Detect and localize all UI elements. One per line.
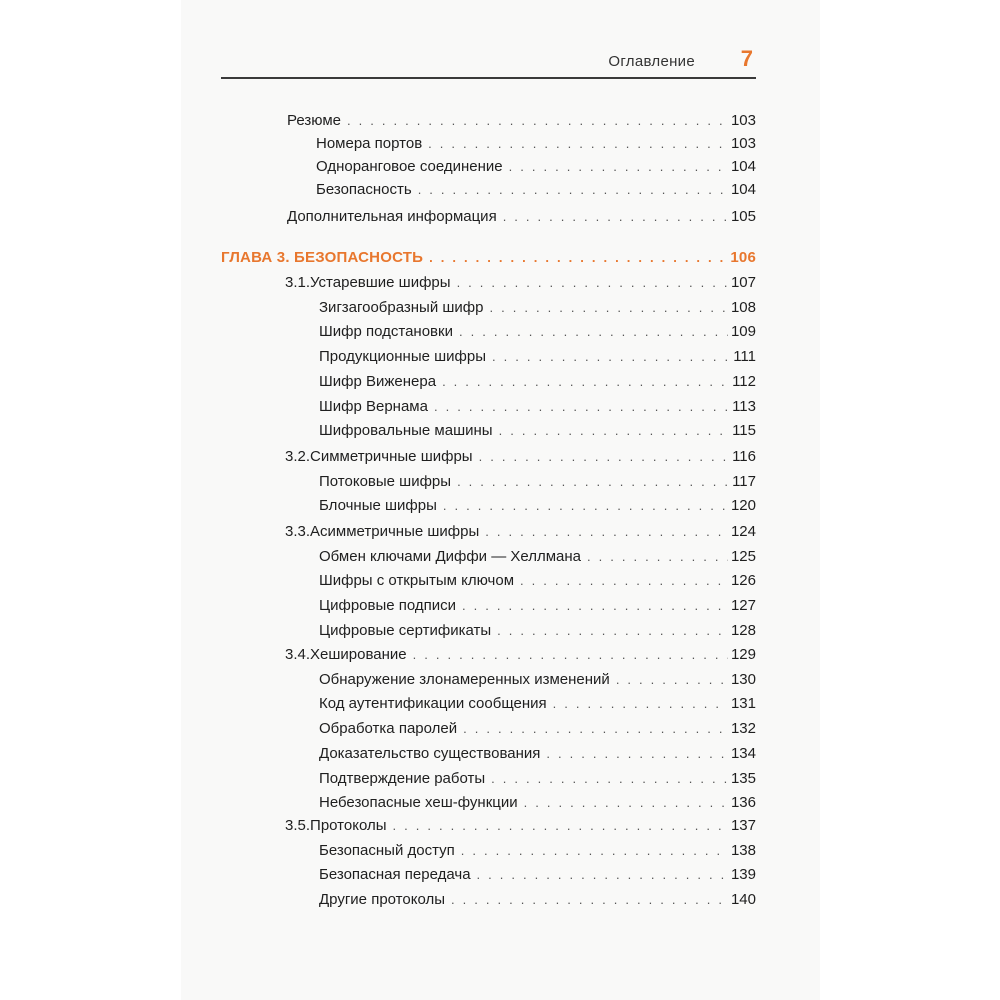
- toc-subentry[interactable]: [316, 181, 756, 203]
- toc-subentry[interactable]: [319, 299, 756, 321]
- dot-leader: [489, 300, 727, 315]
- entry-title: Доказательство существования: [319, 745, 541, 762]
- dot-leader: [347, 113, 728, 128]
- entry-title: Потоковые шифры: [319, 473, 452, 490]
- toc-subentry[interactable]: [319, 398, 756, 420]
- entry-page-number: 105: [730, 208, 756, 225]
- toc-subentry[interactable]: [319, 891, 756, 913]
- toc-section[interactable]: [285, 448, 756, 470]
- entry-page-number: 134: [730, 745, 756, 762]
- chapter-heading[interactable]: [221, 249, 756, 271]
- entry-page-number: 139: [730, 866, 756, 883]
- entry-page-number: 124: [730, 523, 756, 540]
- dot-leader: [459, 324, 728, 339]
- entry-page-number: 129: [730, 646, 756, 663]
- dot-leader: [451, 892, 728, 907]
- entry-page-number: 106: [730, 249, 756, 266]
- entry-title: Код аутентификации сообщения: [319, 695, 547, 712]
- toc-entry[interactable]: [287, 112, 756, 134]
- entry-title: Подтверждение работы: [319, 770, 486, 787]
- entry-title: Цифровые сертификаты: [319, 622, 492, 639]
- entry-page-number: 130: [730, 671, 756, 688]
- toc-subentry[interactable]: [319, 695, 756, 717]
- toc-subentry[interactable]: [319, 794, 756, 816]
- dot-leader: [461, 843, 728, 858]
- toc-subentry[interactable]: [319, 473, 756, 495]
- section-number: 3.4.: [285, 646, 311, 663]
- entry-title: Устаревшие шифры: [310, 274, 451, 291]
- toc-subentry[interactable]: [319, 597, 756, 619]
- dot-leader: [463, 721, 728, 736]
- toc-entry[interactable]: [287, 208, 756, 230]
- entry-title: Обмен ключами Диффи — Хеллмана: [319, 548, 582, 565]
- dot-leader: [503, 209, 728, 224]
- dot-leader: [492, 349, 730, 364]
- entry-page-number: 132: [730, 720, 756, 737]
- toc-section[interactable]: [285, 817, 756, 839]
- entry-title: Безопасная передача: [319, 866, 471, 883]
- entry-page-number: 125: [730, 548, 756, 565]
- entry-page-number: 111: [733, 348, 756, 365]
- entry-title: Шифр Вернама: [319, 398, 428, 415]
- section-number: 3.1.: [285, 274, 311, 291]
- entry-title: Номера портов: [316, 135, 423, 152]
- toc-subentry[interactable]: [319, 720, 756, 742]
- toc-subentry[interactable]: [319, 323, 756, 345]
- toc-subentry[interactable]: [319, 866, 756, 888]
- dot-leader: [587, 549, 728, 564]
- entry-page-number: 117: [732, 473, 756, 490]
- entry-page-number: 140: [730, 891, 756, 908]
- section-number: 3.3.: [285, 523, 311, 540]
- entry-page-number: 113: [732, 398, 756, 415]
- dot-leader: [434, 399, 729, 414]
- entry-page-number: 135: [730, 770, 756, 787]
- dot-leader: [418, 182, 728, 197]
- dot-leader: [499, 423, 730, 438]
- entry-page-number: 104: [730, 158, 756, 175]
- dot-leader: [553, 696, 728, 711]
- entry-title: Небезопасные хеш-функции: [319, 794, 518, 811]
- toc-subentry[interactable]: [319, 572, 756, 594]
- entry-page-number: 137: [730, 817, 756, 834]
- entry-title: Дополнительная информация: [287, 208, 497, 225]
- toc-section[interactable]: [285, 523, 756, 545]
- dot-leader: [546, 746, 728, 761]
- toc-section[interactable]: [285, 274, 756, 296]
- entry-title: Резюме: [287, 112, 341, 129]
- entry-page-number: 107: [730, 274, 756, 291]
- entry-title: Асимметричные шифры: [310, 523, 480, 540]
- toc-subentry[interactable]: [319, 622, 756, 644]
- running-title: Оглавление: [608, 53, 695, 70]
- entry-page-number: 128: [730, 622, 756, 639]
- dot-leader: [524, 795, 728, 810]
- dot-leader: [428, 136, 728, 151]
- entry-page-number: 109: [730, 323, 756, 340]
- entry-page-number: 104: [730, 181, 756, 198]
- section-number: 3.5.: [285, 817, 311, 834]
- toc-subentry[interactable]: [316, 158, 756, 180]
- entry-title: Шифр подстановки: [319, 323, 453, 340]
- dot-leader: [457, 474, 729, 489]
- dot-leader: [485, 524, 728, 539]
- entry-title: Зигзагообразный шифр: [319, 299, 484, 316]
- entry-page-number: 103: [730, 112, 756, 129]
- toc-subentry[interactable]: [319, 770, 756, 792]
- entry-title: Протоколы: [310, 817, 387, 834]
- toc-section[interactable]: [285, 646, 756, 668]
- dot-leader: [520, 573, 728, 588]
- entry-page-number: 127: [730, 597, 756, 614]
- dot-leader: [429, 250, 727, 265]
- toc-subentry[interactable]: [319, 842, 756, 864]
- entry-title: ГЛАВА 3. БЕЗОПАСНОСТЬ: [221, 249, 424, 266]
- toc-subentry[interactable]: [319, 745, 756, 767]
- toc-subentry[interactable]: [319, 348, 756, 370]
- toc-subentry[interactable]: [319, 497, 756, 519]
- entry-page-number: 112: [732, 373, 756, 390]
- entry-title: Симметричные шифры: [310, 448, 473, 465]
- entry-page-number: 126: [730, 572, 756, 589]
- entry-title: Блочные шифры: [319, 497, 437, 514]
- toc-subentry[interactable]: [319, 671, 756, 693]
- dot-leader: [479, 449, 730, 464]
- dot-leader: [462, 598, 728, 613]
- toc-subentry[interactable]: [319, 548, 756, 570]
- entry-page-number: 103: [730, 135, 756, 152]
- entry-title: Хеширование: [310, 646, 407, 663]
- dot-leader: [413, 647, 728, 662]
- entry-title: Цифровые подписи: [319, 597, 457, 614]
- entry-title: Шифры с открытым ключом: [319, 572, 514, 589]
- page-number: 7: [740, 46, 753, 71]
- entry-title: Обработка паролей: [319, 720, 458, 737]
- entry-title: Одноранговое соединение: [316, 158, 503, 175]
- entry-page-number: 115: [732, 422, 756, 439]
- dot-leader: [443, 498, 728, 513]
- dot-leader: [477, 867, 728, 882]
- section-number: 3.2.: [285, 448, 311, 465]
- entry-page-number: 116: [732, 448, 756, 465]
- toc-subentry[interactable]: [319, 373, 756, 395]
- entry-page-number: 136: [730, 794, 756, 811]
- dot-leader: [497, 623, 728, 638]
- entry-page-number: 138: [730, 842, 756, 859]
- dot-leader: [457, 275, 728, 290]
- entry-title: Обнаружение злонамеренных изменений: [319, 671, 610, 688]
- dot-leader: [616, 672, 728, 687]
- entry-page-number: 131: [730, 695, 756, 712]
- entry-title: Шифровальные машины: [319, 422, 493, 439]
- entry-page-number: 108: [730, 299, 756, 316]
- entry-title: Другие протоколы: [319, 891, 445, 908]
- entry-title: Безопасный доступ: [319, 842, 455, 859]
- entry-page-number: 120: [730, 497, 756, 514]
- dot-leader: [509, 159, 728, 174]
- entry-title: Безопасность: [316, 181, 412, 198]
- toc-subentry[interactable]: [319, 422, 756, 444]
- dot-leader: [442, 374, 729, 389]
- dot-leader: [393, 818, 728, 833]
- entry-title: Шифр Виженера: [319, 373, 437, 390]
- dot-leader: [491, 771, 728, 786]
- entry-title: Продукционные шифры: [319, 348, 486, 365]
- toc-subentry[interactable]: [316, 135, 756, 157]
